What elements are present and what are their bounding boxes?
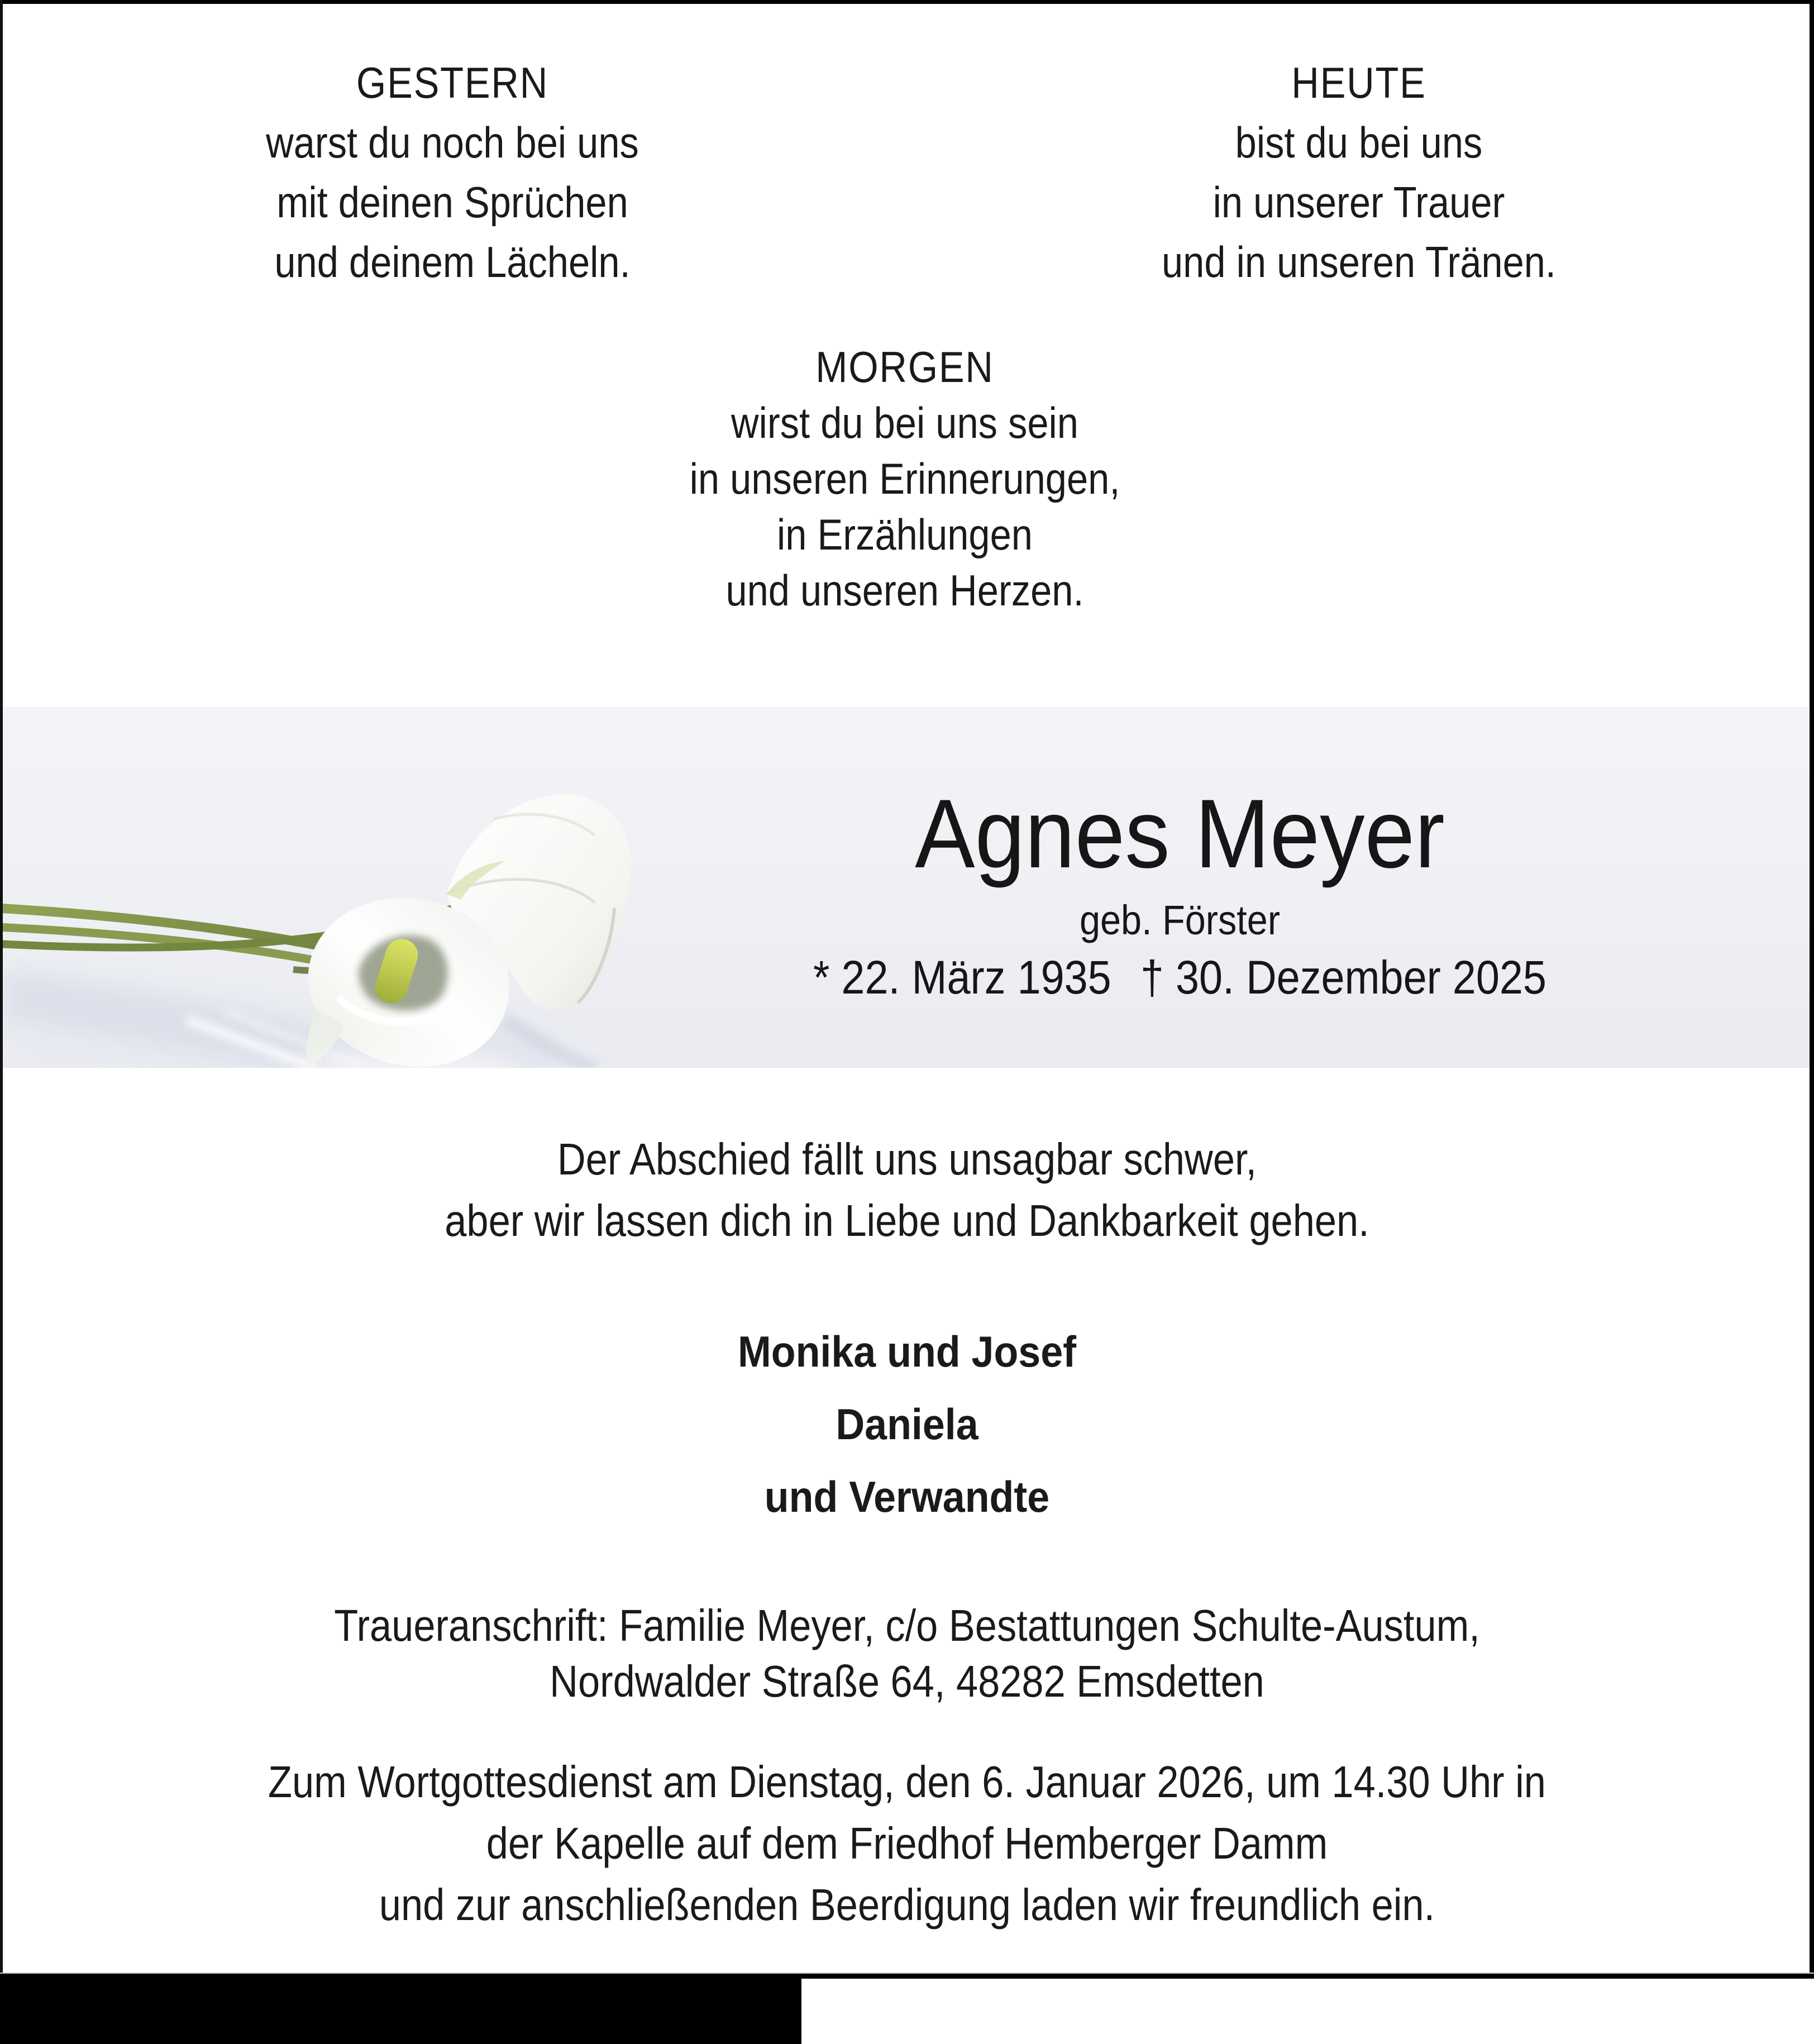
farewell-line: Der Abschied fällt uns unsagbar schwer, bbox=[557, 1134, 1257, 1184]
poem-title-gestern: GESTERN bbox=[356, 58, 549, 107]
poem-title-morgen: MORGEN bbox=[815, 342, 994, 391]
memorial-band bbox=[3, 707, 1810, 1068]
mourners-list bbox=[73, 1315, 1741, 1533]
poem-line: und unseren Herzen. bbox=[725, 566, 1084, 615]
card-border-right bbox=[1810, 0, 1814, 1979]
farewell-line: aber wir lassen dich in Liebe und Dankbarkeit gehen. bbox=[445, 1196, 1369, 1245]
birth-date: * 22. März 1935 bbox=[813, 951, 1111, 1004]
mourning-address bbox=[109, 1598, 1705, 1709]
address-line: Nordwalder Straße 64, 48282 Emsdetten bbox=[550, 1656, 1264, 1706]
poem-block-morgen bbox=[536, 339, 1273, 618]
calla-lily-photo bbox=[3, 707, 651, 1068]
poem-line: und deinem Lächeln. bbox=[274, 237, 631, 286]
service-line: Zum Wortgottesdienst am Dienstag, den 6. Januar 2026, um 14.30 Uhr in bbox=[268, 1757, 1546, 1807]
mourner-line: Daniela bbox=[836, 1400, 978, 1449]
farewell-text bbox=[109, 1129, 1705, 1252]
deceased-birth-name: geb. Förster bbox=[1079, 897, 1281, 943]
service-line: der Kapelle auf dem Friedhof Hemberger Damm bbox=[486, 1818, 1328, 1868]
deceased-name: Agnes Meyer bbox=[915, 780, 1445, 889]
poem-block-gestern bbox=[108, 53, 796, 292]
card-border-bottom bbox=[0, 1974, 1814, 1979]
deceased-info bbox=[584, 707, 1776, 1006]
poem-line: bist du bei uns bbox=[1235, 118, 1483, 167]
poem-block-heute bbox=[1015, 53, 1703, 292]
funeral-service-info bbox=[109, 1751, 1705, 1936]
address-line: Traueranschrift: Familie Meyer, c/o Bestattungen Schulte-Austum, bbox=[334, 1601, 1480, 1650]
service-line: und zur anschließenden Beerdigung laden wir freundlich ein. bbox=[379, 1880, 1435, 1930]
poem-title-heute: HEUTE bbox=[1291, 58, 1426, 107]
mourner-line: und Verwandte bbox=[764, 1472, 1050, 1521]
poem-line: mit deinen Sprüchen bbox=[276, 178, 628, 227]
poem-line: in unserer Trauer bbox=[1212, 178, 1505, 227]
life-dates bbox=[643, 949, 1717, 1006]
card-border-left bbox=[0, 0, 3, 1979]
adjacent-black-block bbox=[0, 1979, 801, 2044]
poem-line: und in unseren Tränen. bbox=[1162, 237, 1556, 286]
poem-line: in unseren Erinnerungen, bbox=[689, 454, 1120, 503]
poem-line: wirst du bei uns sein bbox=[731, 398, 1078, 447]
card-border-top bbox=[0, 0, 1814, 4]
poem-line: warst du noch bei uns bbox=[266, 118, 639, 167]
poem-line: in Erzählungen bbox=[777, 510, 1033, 559]
mourner-line: Monika und Josef bbox=[737, 1327, 1077, 1376]
death-date: † 30. Dezember 2025 bbox=[1140, 951, 1546, 1004]
